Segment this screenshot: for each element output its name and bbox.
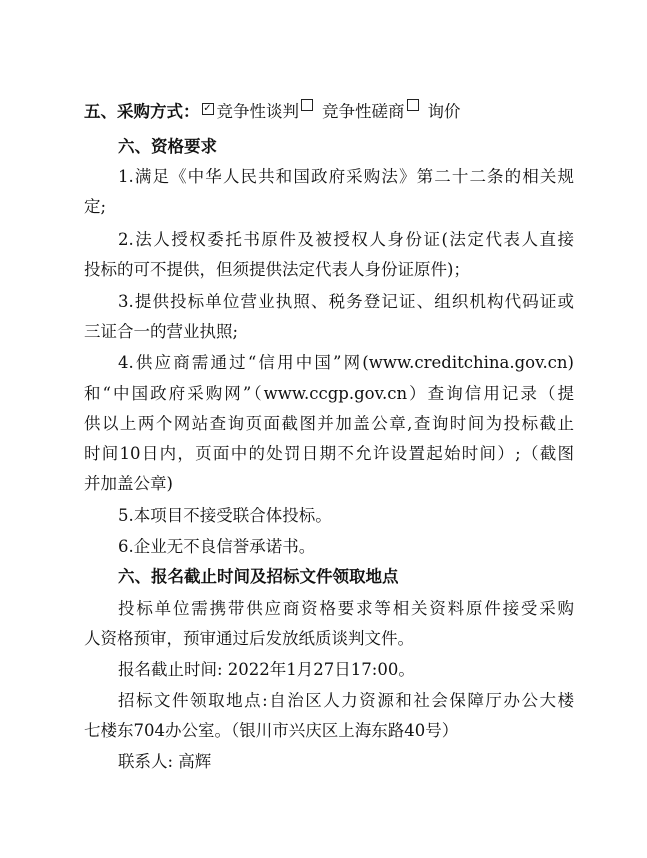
option-label: 竞争性磋商 (322, 102, 405, 121)
checkbox-unchecked[interactable] (301, 99, 313, 111)
contact: 联系人: 高辉 (118, 752, 212, 771)
section-heading: 六、资格要求 (118, 137, 217, 156)
procurement-method-label: 五、采购方式： (84, 102, 200, 121)
req3-line2: 三证合一的营业执照; (84, 322, 239, 341)
location-line2: 七楼东704办公室。（银川市兴庆区上海东路40号） (84, 721, 459, 740)
req4-line1: 4.供应商需通过“信用中国”网(www.creditchina.gov.cn) (118, 353, 574, 372)
req4-line4: 时间10日内，页面中的处罚日期不允许设置起始时间）;（截图 (84, 444, 574, 463)
checkbox-checked[interactable]: ✓ (203, 103, 212, 114)
req6: 6.企业无不良信誉承诺书。 (118, 537, 316, 556)
req4-line3: 供以上两个网站查询页面截图并加盖公章,查询时间为投标截止 (84, 414, 574, 433)
para1-line2: 人资格预审，预审通过后发放纸质谈判文件。 (84, 629, 414, 648)
req2-line2: 投标的可不提供，但须提供法定代表人身份证原件)； (84, 260, 470, 279)
option-label: 竞争性谈判 (216, 102, 299, 121)
req2-line1: 2.法人授权委托书原件及被授权人身份证(法定代表人直接 (118, 230, 574, 249)
option-label: 询价 (427, 102, 461, 121)
req1-line2: 定; (84, 197, 107, 216)
section-heading: 六、报名截止时间及招标文件领取地点 (118, 567, 399, 586)
checkbox-unchecked[interactable] (407, 99, 419, 111)
location-line1: 招标文件领取地点:自治区人力资源和社会保障厅办公大楼 (118, 691, 574, 710)
procurement-method-line (84, 101, 574, 123)
req3-line1: 3.提供投标单位营业执照、税务登记证、组织机构代码证或 (118, 292, 574, 311)
para1-line1: 投标单位需携带供应商资格要求等相关资料原件接受采购 (118, 599, 574, 618)
req1-line1: 1.满足《中华人民共和国政府采购法》第二十二条的相关规 (118, 167, 574, 186)
req5: 5.本项目不接受联合体投标。 (118, 506, 332, 525)
deadline: 报名截止时间: 2022年1月27日17:00。 (118, 660, 415, 679)
req4-line5: 并加盖公章) (84, 474, 173, 493)
req4-line2: 和“中国政府采购网”（www.ccgp.gov.cn）查询信用记录（提 (84, 384, 574, 403)
